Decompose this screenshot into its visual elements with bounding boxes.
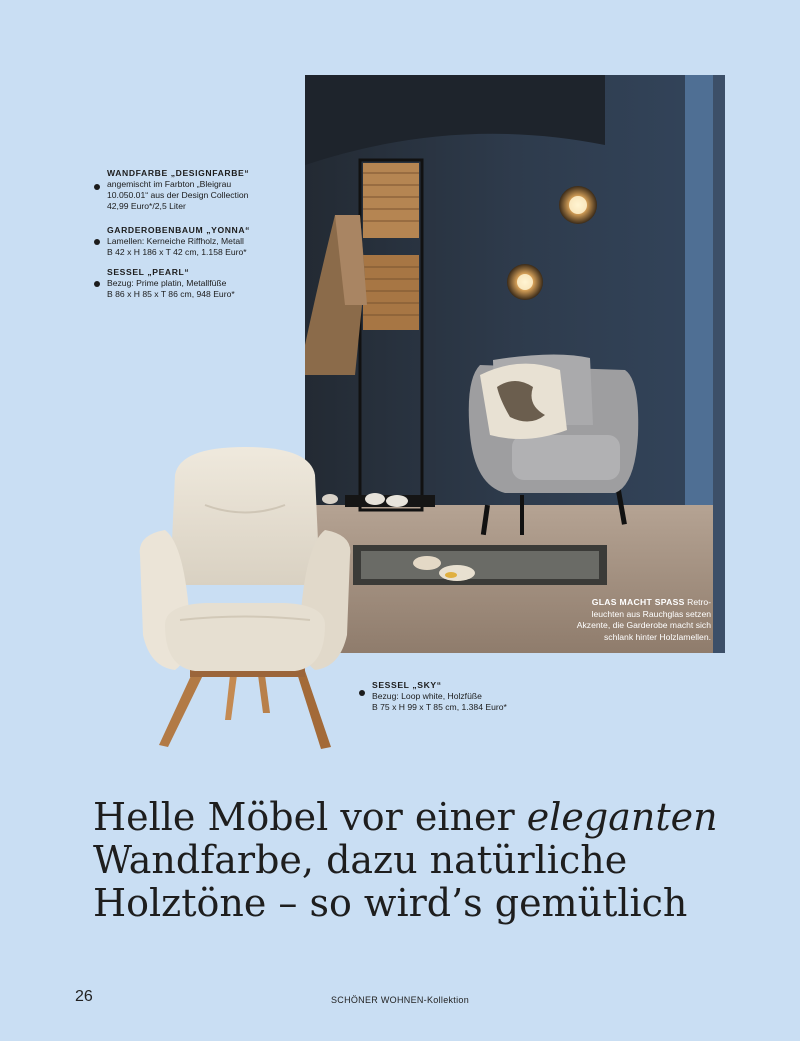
product-line: Bezug: Prime platin, Metallfüße [107, 278, 227, 288]
product-title: SESSEL „PEARL“ [107, 267, 190, 277]
product-info-sky [372, 680, 507, 713]
room-scene [305, 75, 725, 653]
room-photo [305, 75, 725, 653]
product-line: Lamellen: Kerneiche Riffholz, Metall [107, 236, 244, 246]
bullet-icon [359, 690, 365, 696]
product-title: GARDEROBENBAUM „YONNA“ [107, 225, 251, 235]
headline-line-1-italic: eleganten [526, 795, 718, 839]
product-line: 10.050.01“ aus der Design Collection [107, 190, 249, 200]
product-info-pearl [107, 267, 235, 300]
headline [93, 796, 773, 925]
page-number: 26 [75, 988, 93, 1005]
product-line: angemischt im Farbton „Bleigrau [107, 179, 232, 189]
product-line: B 75 x H 99 x T 85 cm, 1.384 Euro* [372, 702, 507, 712]
caption-text: Retro-leuchten aus Rauchglas setzen Akzente, die Garderobe macht sich schlank hinter Holzlamellen. [576, 597, 711, 642]
product-info-yonna [107, 225, 250, 258]
product-title: SESSEL „SKY“ [372, 680, 442, 690]
headline-line-3: Holztöne – so wird’s gemütlich [93, 881, 688, 925]
caption-title: GLAS MACHT SPASS [591, 597, 685, 607]
bullet-icon [94, 184, 100, 190]
product-line: B 42 x H 186 x T 42 cm, 1.158 Euro* [107, 247, 247, 257]
product-line: B 86 x H 85 x T 86 cm, 948 Euro* [107, 289, 235, 299]
headline-line-1-plain: Helle Möbel vor einer [93, 795, 527, 839]
product-line: Bezug: Loop white, Holzfüße [372, 691, 482, 701]
product-info-wandfarbe [107, 168, 249, 212]
headline-line-1 [93, 796, 773, 839]
headline-line-2: Wandfarbe, dazu natürliche [93, 838, 628, 882]
publication-name: SCHÖNER WOHNEN-Kollektion [330, 995, 470, 1005]
sky-armchair-image [135, 445, 355, 755]
bullet-icon [94, 239, 100, 245]
product-line: 42,99 Euro*/2,5 Liter [107, 201, 186, 211]
bullet-icon [94, 281, 100, 287]
product-title: WANDFARBE „DESIGNFARBE“ [107, 168, 250, 178]
photo-caption [561, 597, 711, 643]
